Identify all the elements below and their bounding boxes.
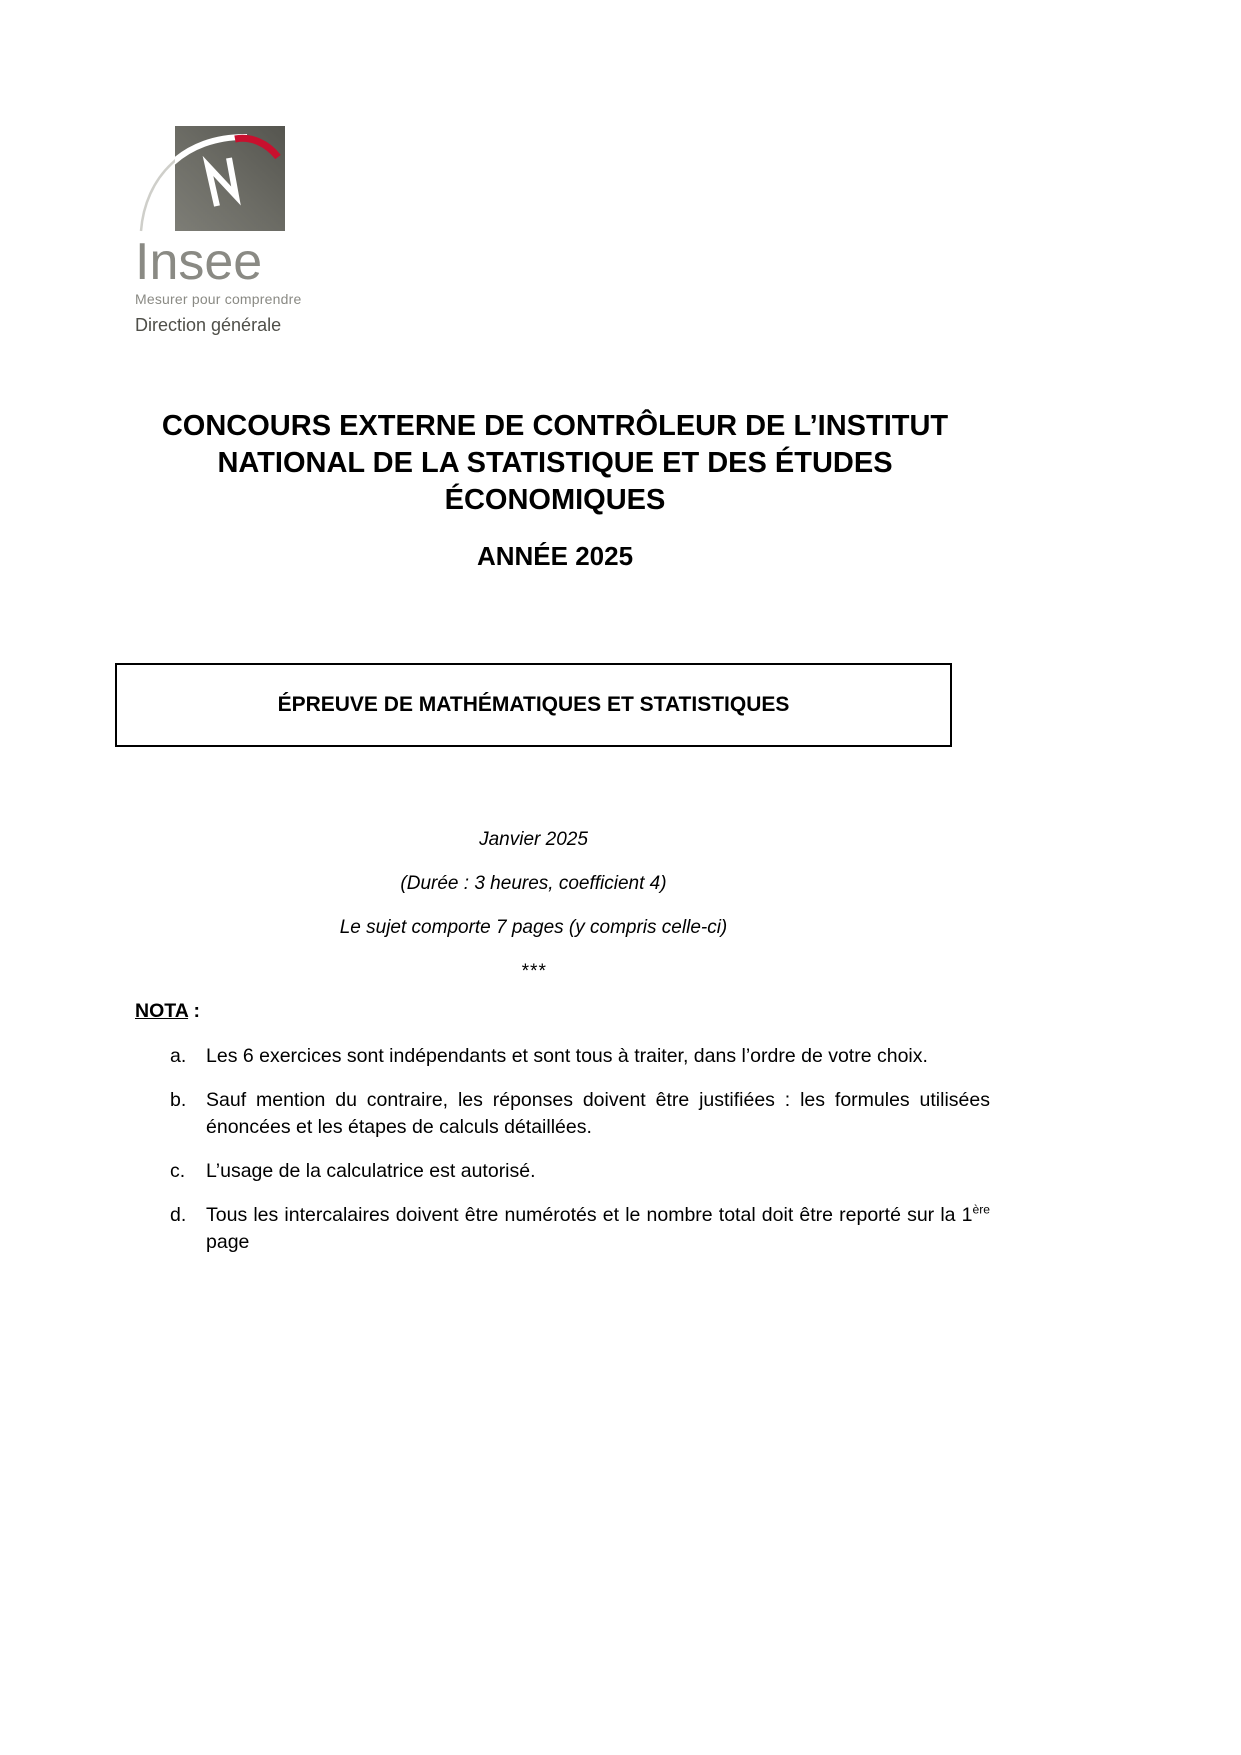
exam-title: ÉPREUVE DE MATHÉMATIQUES ET STATISTIQUES xyxy=(277,693,790,716)
insee-logo xyxy=(135,126,325,336)
list-item xyxy=(135,1158,990,1185)
list-item-label: c. xyxy=(170,1160,186,1182)
document-title-line2: NATIONAL DE LA STATISTIQUE ET DES ÉTUDES xyxy=(217,447,893,479)
year-heading: ANNÉE 2025 xyxy=(476,541,634,571)
list-item-text xyxy=(206,1202,990,1256)
nota-heading xyxy=(135,998,990,1025)
list-item-text: L’usage de la calculatrice est autorisé. xyxy=(206,1160,536,1182)
list-item-label: a. xyxy=(170,1045,187,1067)
list-item-superscript: ère xyxy=(972,1202,990,1217)
insee-logo-direction: Direction générale xyxy=(135,315,282,335)
nota-heading-word: NOTA xyxy=(135,1000,189,1022)
nota-section xyxy=(135,998,990,1273)
meta-separator: *** xyxy=(520,961,547,982)
meta-block xyxy=(115,830,952,1006)
list-item-label: d. xyxy=(170,1204,187,1226)
list-item-text: Sauf mention du contraire, les réponses doivent être justifiées : les formules utilisées énoncées et les étapes de calculs détaillées. xyxy=(206,1089,990,1138)
exam-title-box xyxy=(115,663,952,747)
list-item xyxy=(135,1043,990,1070)
document-title-line1: CONCOURS EXTERNE DE CONTRÔLEUR DE L’INSTITUT xyxy=(161,410,949,442)
meta-pages: Le sujet comporte 7 pages (y compris celle-ci) xyxy=(339,917,728,938)
list-item-label: b. xyxy=(170,1089,187,1111)
list-item-text-main: Tous les intercalaires doivent être numérotés et le nombre total doit être reporté sur la xyxy=(206,1204,956,1226)
nota-heading-colon: : xyxy=(188,1000,200,1022)
meta-date: Janvier 2025 xyxy=(479,829,588,850)
meta-duration: (Durée : 3 heures, coefficient 4) xyxy=(400,873,667,894)
list-item xyxy=(135,1202,990,1256)
document-title-line3: ÉCONOMIQUES xyxy=(444,484,666,516)
insee-logo-name: Insee xyxy=(135,233,263,291)
list-item-text-rest: page xyxy=(206,1231,250,1253)
list-item xyxy=(135,1087,990,1141)
insee-logo-mark-icon xyxy=(135,126,287,233)
list-item-text: Les 6 exercices sont indépendants et sont tous à traiter, dans l’ordre de votre choix. xyxy=(206,1045,928,1067)
list-item-text-number: 1 xyxy=(961,1204,973,1226)
document-title xyxy=(115,408,995,519)
insee-logo-tagline: Mesurer pour comprendre xyxy=(135,291,302,307)
